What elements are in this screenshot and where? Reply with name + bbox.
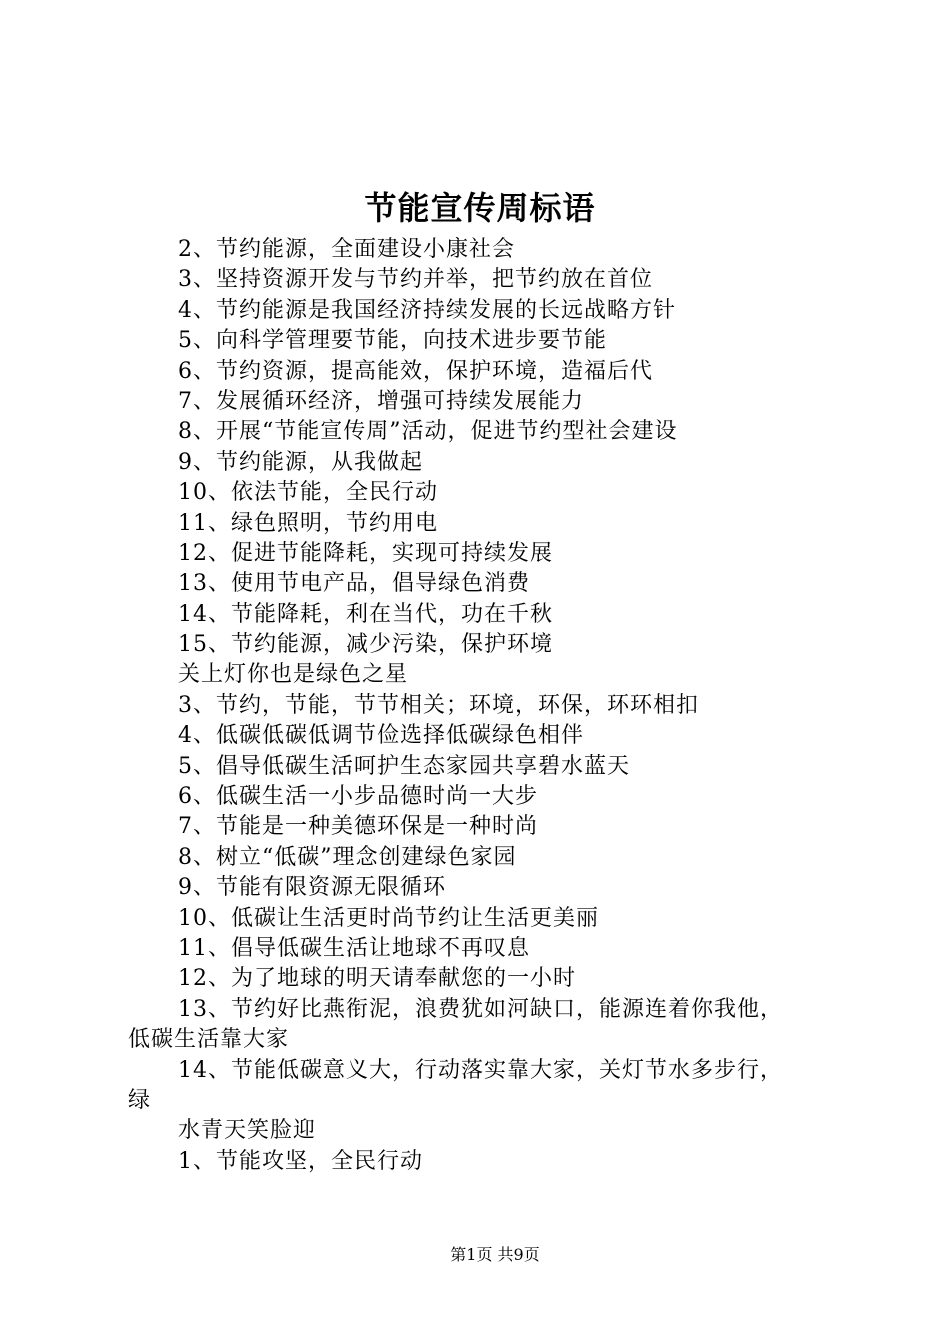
text-line: 4、低碳低碳低调节俭选择低碳绿色相伴: [178, 723, 584, 749]
text-line: 10、低碳让生活更时尚节约让生活更美丽: [178, 905, 599, 931]
text-line: 8、开展“节能宣传周”活动，促进节约型社会建设: [178, 419, 678, 445]
document-body: [128, 235, 858, 1177]
text-line: 10、依法节能，全民行动: [178, 480, 438, 506]
text-line: 7、节能是一种美德环保是一种时尚: [178, 814, 538, 840]
text-line: 13、使用节电产品，倡导绿色消费: [178, 571, 530, 597]
text-line: 水青天笑脸迎: [178, 1118, 317, 1144]
text-line: 9、节能有限资源无限循环: [178, 875, 446, 901]
text-line: 3、坚持资源开发与节约并举，把节约放在首位: [178, 267, 653, 293]
text-line: 4、节约能源是我国经济持续发展的长远战略方针: [178, 297, 676, 323]
text-line: 5、向科学管理要节能，向技术进步要节能: [178, 328, 607, 354]
text-line: 13、节约好比燕衔泥，浪费犹如河缺口，能源连着你我他，: [178, 996, 783, 1022]
text-line: 15、节约能源，减少污染，保护环境: [178, 632, 553, 658]
text-line: 14、节能低碳意义大，行动落实靠大家，关灯节水多步行，: [178, 1057, 783, 1083]
text-line: 关上灯你也是绿色之星: [178, 662, 409, 688]
text-line: 9、节约能源，从我做起: [178, 449, 423, 475]
text-line: 11、倡导低碳生活让地球不再叹息: [178, 935, 530, 961]
text-line: 3、节约，节能，节节相关；环境，环保，环环相扣: [178, 692, 699, 718]
text-line: 6、节约资源，提高能效，保护环境，造福后代: [178, 358, 653, 384]
text-line: 14、节能降耗，利在当代，功在千秋: [178, 601, 553, 627]
text-line: 12、为了地球的明天请奉献您的一小时: [178, 966, 576, 992]
text-line: 绿: [128, 1087, 152, 1113]
text-line: 2、节约能源，全面建设小康社会: [178, 237, 515, 262]
page-footer: 第1页 共9页: [450, 1245, 540, 1264]
text-line: 7、发展循环经济，增强可持续发展能力: [178, 388, 584, 414]
text-line: 1、节能攻坚，全民行动: [178, 1148, 423, 1174]
text-line: 12、促进节能降耗，实现可持续发展: [178, 540, 553, 566]
text-line: 低碳生活靠大家: [128, 1027, 290, 1053]
text-line: 6、低碳生活一小步品德时尚一大步: [178, 784, 538, 810]
document-title: 节能宣传周标语: [364, 189, 596, 227]
text-line: 11、绿色照明，节约用电: [178, 510, 438, 536]
text-line: 5、倡导低碳生活呵护生态家园共享碧水蓝天: [178, 753, 630, 779]
text-line: 8、树立“低碳”理念创建绿色家园: [178, 844, 517, 870]
